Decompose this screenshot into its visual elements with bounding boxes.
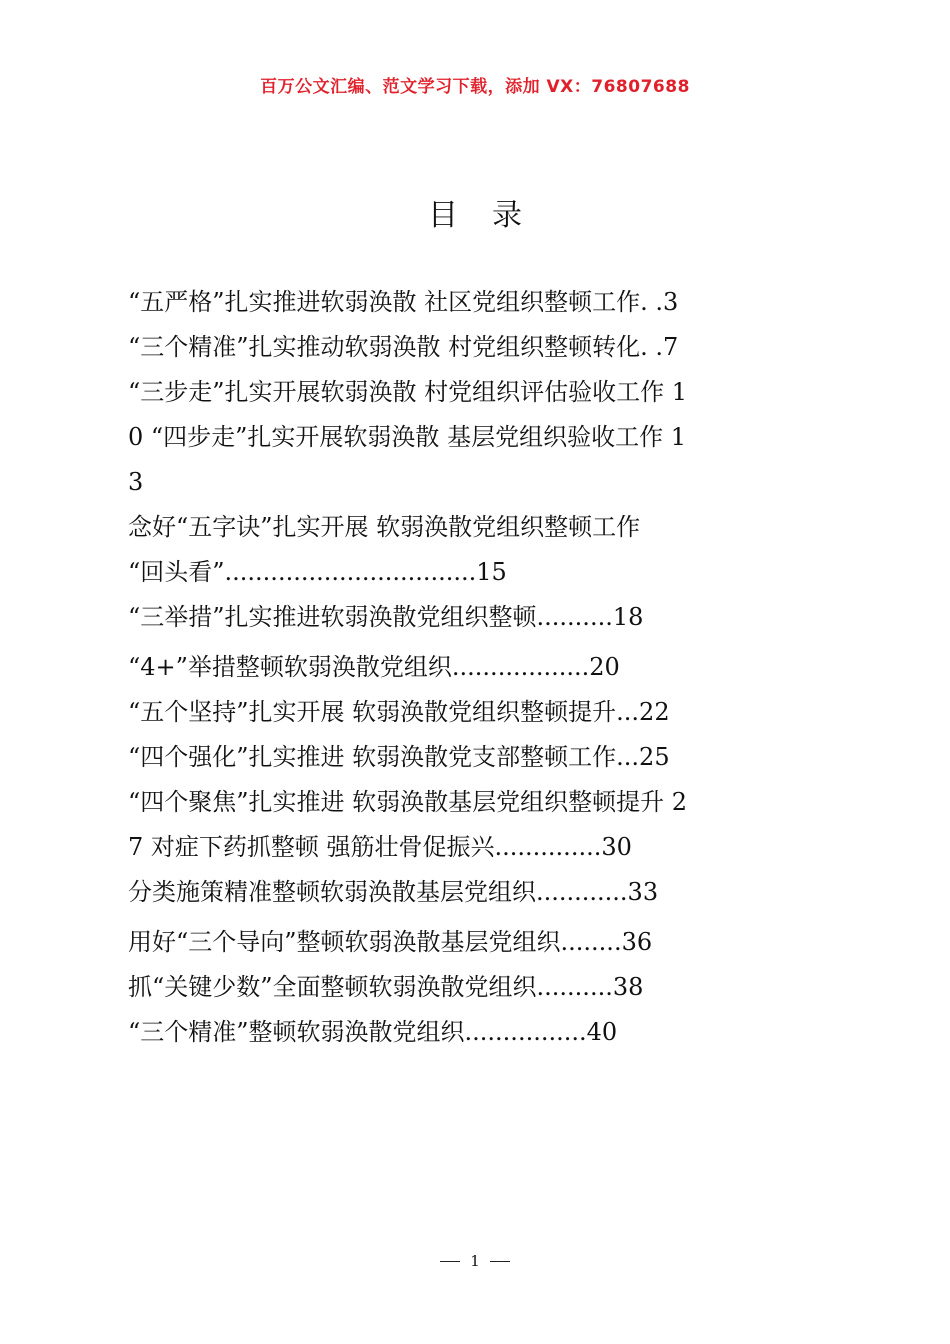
header-banner: 百万公文汇编、范文学习下载，添加 VX：76807688 — [260, 77, 690, 97]
toc-line: 0 “四步走”扎实开展软弱涣散 基层党组织验收工作 1 — [128, 423, 686, 451]
toc-line: 用好“三个导向”整顿软弱涣散基层党组织........36 — [128, 928, 653, 956]
page-footer — [0, 1252, 950, 1270]
toc-line: 3 — [128, 468, 144, 496]
toc-line: “三个精准”整顿软弱涣散党组织................40 — [128, 1018, 618, 1046]
toc-line: 7 对症下药抓整顿 强筋壮骨促振兴..............30 — [128, 833, 632, 861]
toc-line: “五个坚持”扎实开展 软弱涣散党组织整顿提升...22 — [128, 698, 670, 726]
page-title: 目录 — [428, 198, 556, 233]
table-of-contents — [128, 280, 828, 1055]
toc-line: 抓“关键少数”全面整顿软弱涣散党组织..........38 — [128, 973, 644, 1001]
page-number: 1 — [470, 1252, 480, 1270]
toc-line: “三举措”扎实推进软弱涣散党组织整顿..........18 — [128, 603, 644, 631]
footer-rule-left — [440, 1261, 460, 1262]
toc-line: “回头看”.................................15 — [128, 558, 507, 586]
toc-line: 分类施策精准整顿软弱涣散基层党组织............33 — [128, 878, 659, 906]
toc-line: “三个精准”扎实推动软弱涣散 村党组织整顿转化. .7 — [128, 333, 679, 361]
toc-line: “四个强化”扎实推进 软弱涣散党支部整顿工作...25 — [128, 743, 670, 771]
toc-line: 念好“五字诀”扎实开展 软弱涣散党组织整顿工作 — [128, 513, 641, 541]
toc-line: “三步走”扎实开展软弱涣散 村党组织评估验收工作 1 — [128, 378, 688, 406]
toc-line: “4+”举措整顿软弱涣散党组织..................20 — [128, 653, 620, 681]
toc-line: “五严格”扎实推进软弱涣散 社区党组织整顿工作. .3 — [128, 288, 679, 316]
toc-line: “四个聚焦”扎实推进 软弱涣散基层党组织整顿提升 2 — [128, 788, 688, 816]
footer-rule-right — [490, 1261, 510, 1262]
